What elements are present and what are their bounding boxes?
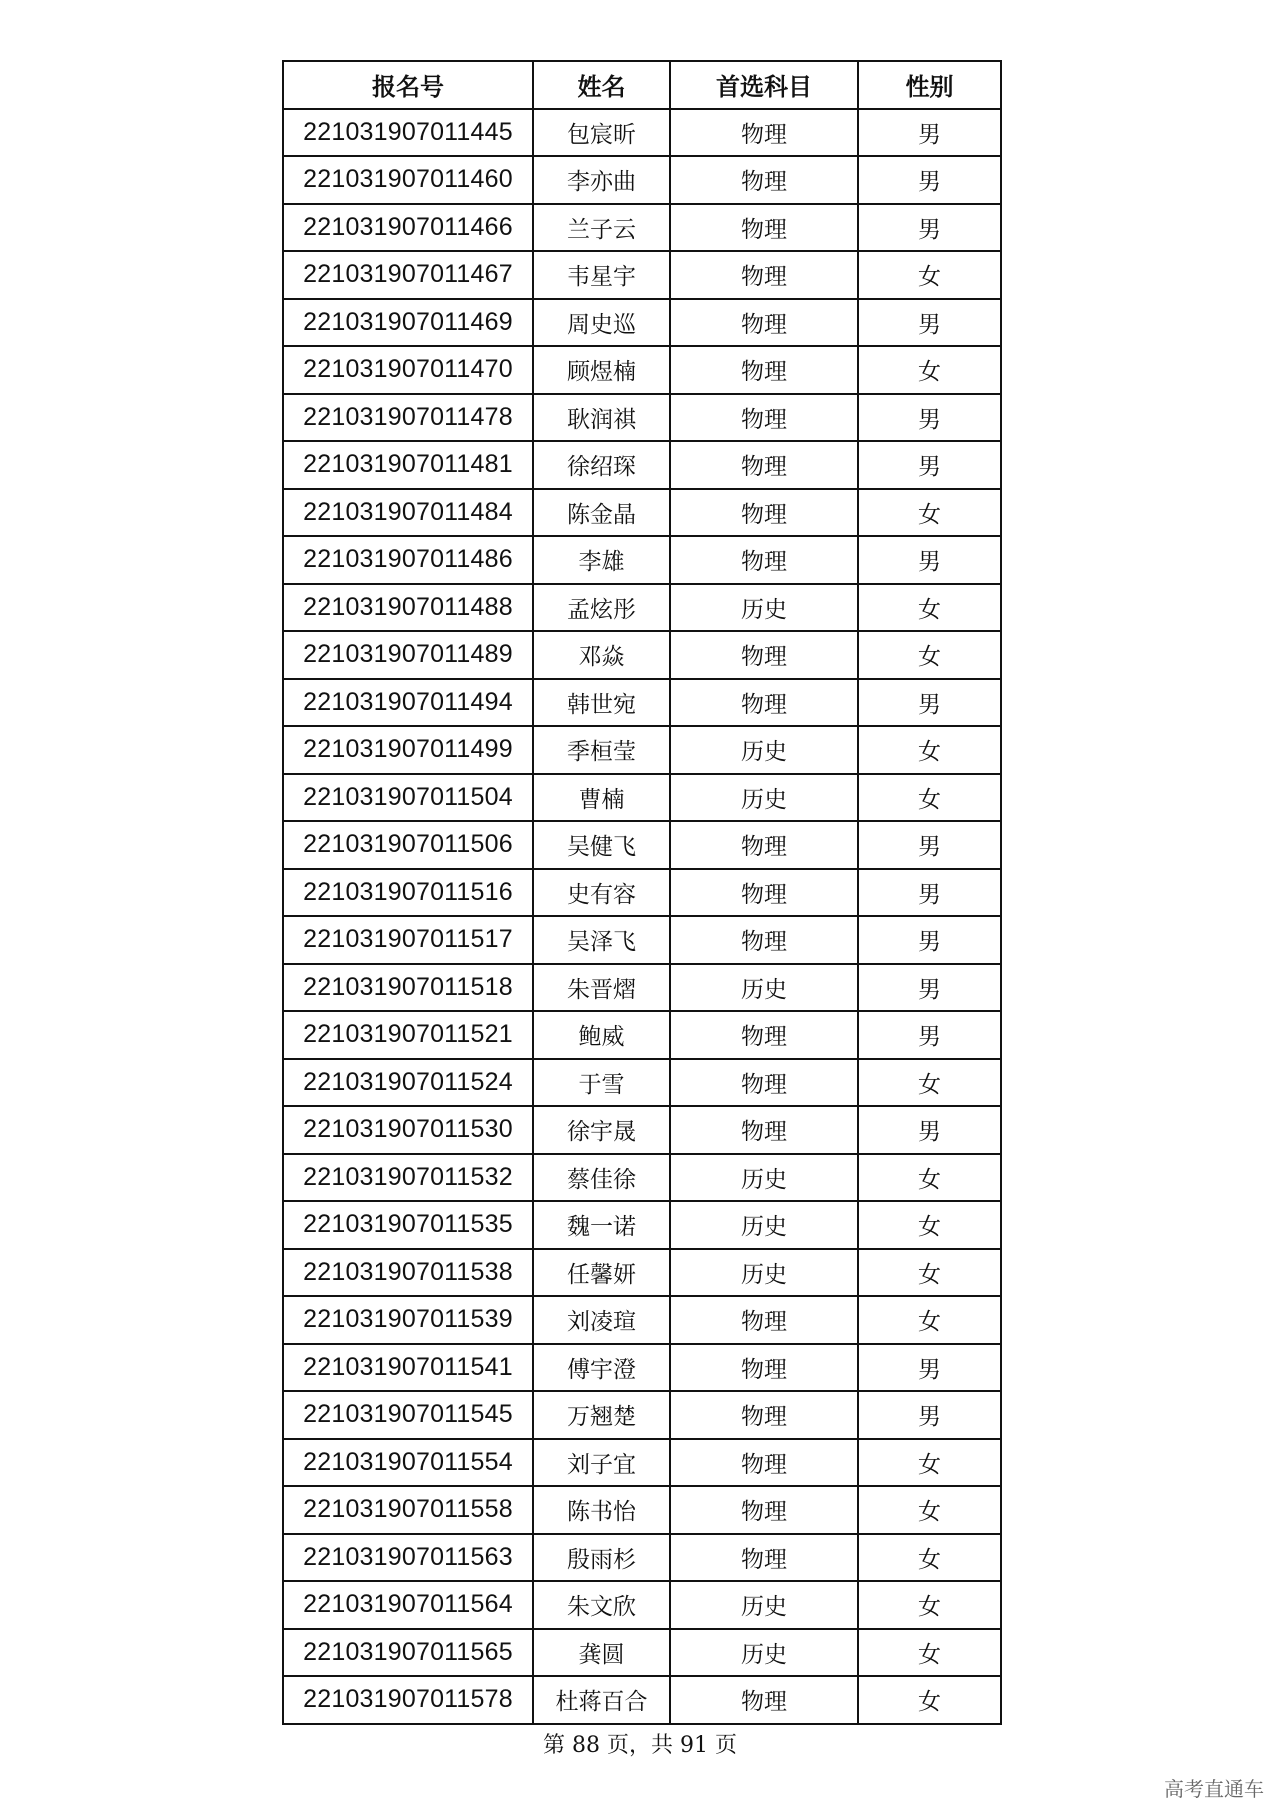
student-name-cell: 兰子云 xyxy=(533,204,670,252)
gender-cell: 男 xyxy=(858,1011,1001,1059)
subject-cell: 历史 xyxy=(670,1154,858,1202)
table-row xyxy=(283,1629,1001,1677)
gender-cell: 女 xyxy=(858,1581,1001,1629)
gender-cell: 男 xyxy=(858,869,1001,917)
student-name-cell: 耿润祺 xyxy=(533,394,670,442)
subject-cell: 物理 xyxy=(670,346,858,394)
student-name-cell: 顾煜楠 xyxy=(533,346,670,394)
subject-cell: 物理 xyxy=(670,821,858,869)
subject-cell: 物理 xyxy=(670,1296,858,1344)
subject-cell: 物理 xyxy=(670,1059,858,1107)
student-name-cell: 鲍威 xyxy=(533,1011,670,1059)
student-name-cell: 李亦曲 xyxy=(533,156,670,204)
registration-number-cell: 221031907011563 xyxy=(283,1534,533,1582)
gender-cell: 女 xyxy=(858,1486,1001,1534)
gender-cell: 女 xyxy=(858,1296,1001,1344)
student-name-cell: 于雪 xyxy=(533,1059,670,1107)
table-row xyxy=(283,869,1001,917)
gender-cell: 男 xyxy=(858,964,1001,1012)
subject-cell: 物理 xyxy=(670,1486,858,1534)
registration-number-cell: 221031907011565 xyxy=(283,1629,533,1677)
gender-cell: 女 xyxy=(858,774,1001,822)
student-name-cell: 傅宇澄 xyxy=(533,1344,670,1392)
registration-number-cell: 221031907011578 xyxy=(283,1676,533,1724)
registration-number-cell: 221031907011466 xyxy=(283,204,533,252)
gender-cell: 女 xyxy=(858,1154,1001,1202)
gender-cell: 男 xyxy=(858,394,1001,442)
student-name-cell: 龚圆 xyxy=(533,1629,670,1677)
registration-number-cell: 221031907011564 xyxy=(283,1581,533,1629)
registration-number-cell: 221031907011478 xyxy=(283,394,533,442)
gender-cell: 女 xyxy=(858,1249,1001,1297)
subject-cell: 物理 xyxy=(670,156,858,204)
table-row xyxy=(283,964,1001,1012)
student-name-cell: 周史巡 xyxy=(533,299,670,347)
table-row xyxy=(283,916,1001,964)
registration-number-cell: 221031907011445 xyxy=(283,109,533,157)
table-header-row xyxy=(283,61,1001,109)
header-gender: 性别 xyxy=(858,61,1001,109)
student-name-cell: 任馨妍 xyxy=(533,1249,670,1297)
student-name-cell: 季桓莹 xyxy=(533,726,670,774)
subject-cell: 物理 xyxy=(670,1439,858,1487)
subject-cell: 物理 xyxy=(670,1391,858,1439)
student-name-cell: 包宸昕 xyxy=(533,109,670,157)
registration-number-cell: 221031907011506 xyxy=(283,821,533,869)
table-row xyxy=(283,441,1001,489)
registration-number-cell: 221031907011488 xyxy=(283,584,533,632)
table-row xyxy=(283,394,1001,442)
subject-cell: 物理 xyxy=(670,916,858,964)
gender-cell: 女 xyxy=(858,584,1001,632)
student-name-cell: 朱晋熠 xyxy=(533,964,670,1012)
table-row xyxy=(283,1154,1001,1202)
gender-cell: 男 xyxy=(858,916,1001,964)
registration-number-cell: 221031907011558 xyxy=(283,1486,533,1534)
table-row xyxy=(283,584,1001,632)
subject-cell: 物理 xyxy=(670,631,858,679)
student-name-cell: 朱文欣 xyxy=(533,1581,670,1629)
gender-cell: 女 xyxy=(858,489,1001,537)
table-row xyxy=(283,1201,1001,1249)
table-row xyxy=(283,1106,1001,1154)
registration-number-cell: 221031907011484 xyxy=(283,489,533,537)
table-row xyxy=(283,251,1001,299)
gender-cell: 男 xyxy=(858,1344,1001,1392)
registration-number-cell: 221031907011467 xyxy=(283,251,533,299)
subject-cell: 历史 xyxy=(670,964,858,1012)
header-preferred-subject: 首选科目 xyxy=(670,61,858,109)
table-row xyxy=(283,1439,1001,1487)
subject-cell: 物理 xyxy=(670,679,858,727)
student-name-cell: 韩世宛 xyxy=(533,679,670,727)
student-name-cell: 蔡佳徐 xyxy=(533,1154,670,1202)
student-name-cell: 吴健飞 xyxy=(533,821,670,869)
registration-number-cell: 221031907011524 xyxy=(283,1059,533,1107)
subject-cell: 物理 xyxy=(670,1534,858,1582)
gender-cell: 男 xyxy=(858,204,1001,252)
subject-cell: 历史 xyxy=(670,584,858,632)
subject-cell: 物理 xyxy=(670,869,858,917)
student-name-cell: 韦星宇 xyxy=(533,251,670,299)
student-name-cell: 史有容 xyxy=(533,869,670,917)
table-row xyxy=(283,821,1001,869)
registration-number-cell: 221031907011518 xyxy=(283,964,533,1012)
gender-cell: 女 xyxy=(858,1629,1001,1677)
gender-cell: 男 xyxy=(858,156,1001,204)
table-row xyxy=(283,156,1001,204)
page-number: 第 88 页，共 91 页 xyxy=(543,1733,737,1758)
table-row xyxy=(283,204,1001,252)
table-row xyxy=(283,1059,1001,1107)
gender-cell: 男 xyxy=(858,1106,1001,1154)
gender-cell: 女 xyxy=(858,631,1001,679)
student-name-cell: 孟炫彤 xyxy=(533,584,670,632)
subject-cell: 物理 xyxy=(670,109,858,157)
header-name: 姓名 xyxy=(533,61,670,109)
registration-number-cell: 221031907011532 xyxy=(283,1154,533,1202)
gender-cell: 女 xyxy=(858,346,1001,394)
student-name-cell: 万翘楚 xyxy=(533,1391,670,1439)
table-row xyxy=(283,726,1001,774)
gender-cell: 女 xyxy=(858,1676,1001,1724)
table-row xyxy=(283,774,1001,822)
registration-number-cell: 221031907011530 xyxy=(283,1106,533,1154)
gender-cell: 男 xyxy=(858,821,1001,869)
student-name-cell: 陈书怡 xyxy=(533,1486,670,1534)
registration-number-cell: 221031907011541 xyxy=(283,1344,533,1392)
student-name-cell: 陈金晶 xyxy=(533,489,670,537)
subject-cell: 历史 xyxy=(670,1629,858,1677)
subject-cell: 历史 xyxy=(670,726,858,774)
student-name-cell: 曹楠 xyxy=(533,774,670,822)
student-name-cell: 徐宇晟 xyxy=(533,1106,670,1154)
gender-cell: 男 xyxy=(858,1391,1001,1439)
subject-cell: 历史 xyxy=(670,1249,858,1297)
table-row xyxy=(283,536,1001,584)
student-name-cell: 邓焱 xyxy=(533,631,670,679)
subject-cell: 物理 xyxy=(670,1106,858,1154)
table-row xyxy=(283,1011,1001,1059)
registration-number-cell: 221031907011486 xyxy=(283,536,533,584)
table-row xyxy=(283,346,1001,394)
table-row xyxy=(283,109,1001,157)
table-row xyxy=(283,1391,1001,1439)
gender-cell: 女 xyxy=(858,726,1001,774)
student-name-cell: 殷雨杉 xyxy=(533,1534,670,1582)
table-row xyxy=(283,1581,1001,1629)
table-row xyxy=(283,1296,1001,1344)
subject-cell: 历史 xyxy=(670,1581,858,1629)
table-body xyxy=(283,109,1001,1724)
registration-number-cell: 221031907011499 xyxy=(283,726,533,774)
gender-cell: 女 xyxy=(858,1439,1001,1487)
subject-cell: 物理 xyxy=(670,1676,858,1724)
registration-number-cell: 221031907011554 xyxy=(283,1439,533,1487)
gender-cell: 男 xyxy=(858,679,1001,727)
subject-cell: 物理 xyxy=(670,299,858,347)
student-name-cell: 刘子宜 xyxy=(533,1439,670,1487)
registration-number-cell: 221031907011489 xyxy=(283,631,533,679)
registration-number-cell: 221031907011517 xyxy=(283,916,533,964)
gender-cell: 女 xyxy=(858,1534,1001,1582)
registration-number-cell: 221031907011539 xyxy=(283,1296,533,1344)
table-row xyxy=(283,299,1001,347)
student-name-cell: 李雄 xyxy=(533,536,670,584)
subject-cell: 物理 xyxy=(670,1011,858,1059)
subject-cell: 物理 xyxy=(670,536,858,584)
table-row xyxy=(283,1534,1001,1582)
subject-cell: 物理 xyxy=(670,489,858,537)
gender-cell: 男 xyxy=(858,109,1001,157)
subject-cell: 历史 xyxy=(670,1201,858,1249)
table-row xyxy=(283,1249,1001,1297)
registration-number-cell: 221031907011521 xyxy=(283,1011,533,1059)
table-row xyxy=(283,1486,1001,1534)
gender-cell: 女 xyxy=(858,1201,1001,1249)
student-roster-table xyxy=(282,60,1002,1725)
student-name-cell: 徐绍琛 xyxy=(533,441,670,489)
registration-number-cell: 221031907011504 xyxy=(283,774,533,822)
registration-number-cell: 221031907011516 xyxy=(283,869,533,917)
subject-cell: 物理 xyxy=(670,1344,858,1392)
table-row xyxy=(283,1344,1001,1392)
registration-number-cell: 221031907011494 xyxy=(283,679,533,727)
student-name-cell: 刘凌瑄 xyxy=(533,1296,670,1344)
student-name-cell: 魏一诺 xyxy=(533,1201,670,1249)
subject-cell: 物理 xyxy=(670,441,858,489)
watermark-logo-text: 高考直通车 xyxy=(1164,1777,1264,1801)
gender-cell: 男 xyxy=(858,299,1001,347)
registration-number-cell: 221031907011535 xyxy=(283,1201,533,1249)
gender-cell: 女 xyxy=(858,251,1001,299)
gender-cell: 女 xyxy=(858,1059,1001,1107)
student-name-cell: 杜蒋百合 xyxy=(533,1676,670,1724)
table-row xyxy=(283,489,1001,537)
student-name-cell: 吴泽飞 xyxy=(533,916,670,964)
registration-number-cell: 221031907011470 xyxy=(283,346,533,394)
header-registration-number: 报名号 xyxy=(283,61,533,109)
subject-cell: 历史 xyxy=(670,774,858,822)
subject-cell: 物理 xyxy=(670,204,858,252)
registration-number-cell: 221031907011538 xyxy=(283,1249,533,1297)
registration-number-cell: 221031907011460 xyxy=(283,156,533,204)
table-row xyxy=(283,1676,1001,1724)
table-row xyxy=(283,631,1001,679)
table-row xyxy=(283,679,1001,727)
registration-number-cell: 221031907011469 xyxy=(283,299,533,347)
registration-number-cell: 221031907011545 xyxy=(283,1391,533,1439)
subject-cell: 物理 xyxy=(670,251,858,299)
gender-cell: 男 xyxy=(858,536,1001,584)
subject-cell: 物理 xyxy=(670,394,858,442)
gender-cell: 男 xyxy=(858,441,1001,489)
registration-number-cell: 221031907011481 xyxy=(283,441,533,489)
